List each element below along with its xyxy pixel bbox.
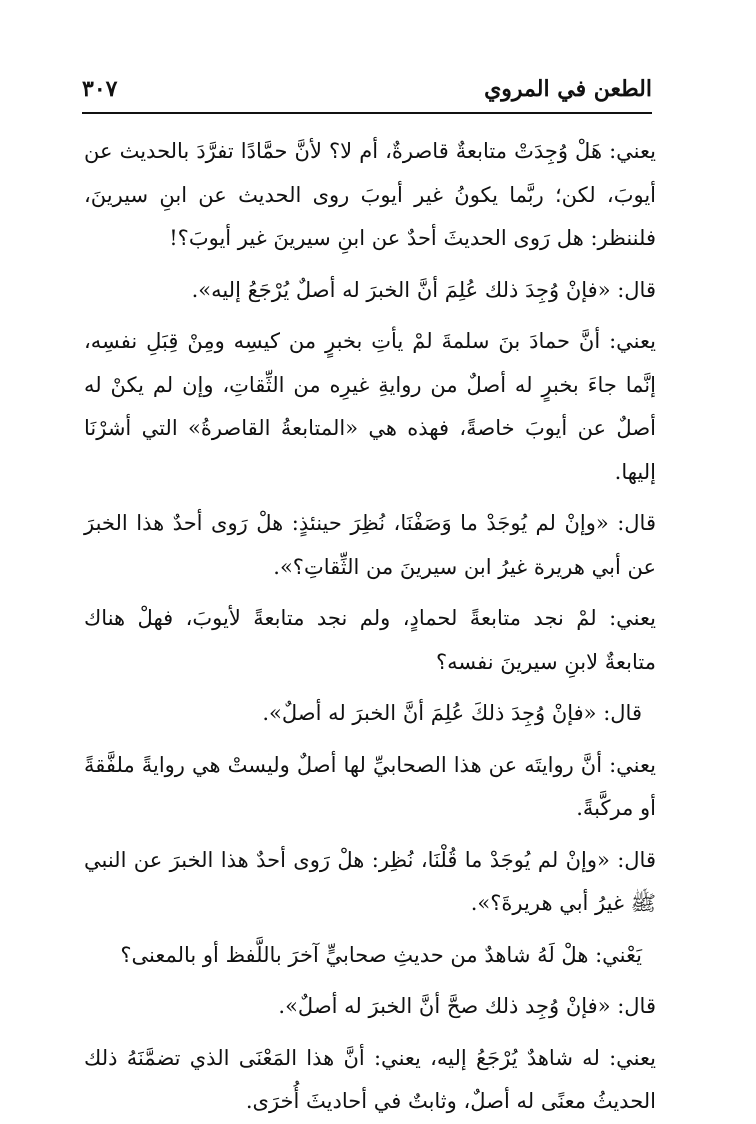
paragraph-text: لمْ نجد متابعةً لحمادٍ، ولم نجد متابعةً لأيوبَ، فهلْ هناك متابعةٌ لابنِ سيرينَ نفسه؟ — [84, 606, 656, 674]
speaker-label: يعني: — [609, 1045, 656, 1070]
paragraph-text: «وإنْ لم يُوجَدْ ما وَصَفْنَا، نُظِرَ حينئذٍ: هلْ رَوى أحدٌ هذا الخبرَ عن أبي هريرة غيرُ ابن سيرينَ من الثِّقاتِ؟». — [84, 511, 656, 579]
speaker-label: يعني: — [609, 606, 656, 630]
paragraph — [84, 692, 656, 736]
paragraph-text: «فإنْ وُجِد ذلك صحَّ أنَّ الخبرَ له أصلٌ». — [278, 994, 618, 1018]
paragraph-text: «فإنْ وُجِدَ ذلك عُلِمَ أنَّ الخبرَ له أصلٌ يُرْجَعُ إليه». — [191, 277, 618, 302]
paragraph — [84, 985, 656, 1029]
paragraph — [84, 269, 656, 313]
paragraph — [84, 934, 656, 978]
paragraph-text: هلْ لَهُ شاهدٌ من حديثِ صحابيٍّ آخرَ باللَّفظ أو بالمعنى؟ — [120, 942, 596, 967]
page-number: ٣٠٧ — [82, 76, 118, 102]
paragraph — [84, 130, 656, 261]
speaker-label: يعني: — [609, 139, 656, 163]
running-title: الطعن في المروي — [484, 76, 652, 102]
speaker-label: قال: — [603, 701, 642, 725]
speaker-label: قال: — [617, 847, 656, 872]
paragraph — [84, 597, 656, 684]
paragraph-text: هَلْ وُجِدَتْ متابعةٌ قاصرةٌ، أم لا؟ لأنَّ حمَّادًا تفرَّدَ بالحديث عن أيوبَ، لكن؛ ربَّما يكونُ غير أيوبَ روى الحديث عن ابنِ سيرينَ، فلننظر: هل رَوى الحديثَ أحدٌ عن ابنِ سيرينَ غير أيوبَ؟! — [84, 139, 656, 250]
paragraph — [84, 744, 656, 831]
speaker-label: يعني: — [609, 329, 656, 353]
paragraph — [84, 320, 656, 494]
paragraph-text: له شاهدٌ يُرْجَعُ إليه، يعني: أنَّ هذا المَعْنَى الذي تضمَّنَهُ ذلك الحديثُ معنًى له أصلٌ، وثابتٌ في أحاديثَ أُخرَى. — [84, 1045, 656, 1113]
paragraph — [84, 839, 656, 926]
paragraph-text: «وإنْ لم يُوجَدْ ما قُلْنَا، نُظِر: هلْ رَوى أحدٌ هذا الخبرَ عن النبي ﷺ غيرُ أبي هريرةَ؟». — [84, 847, 656, 915]
page-header — [82, 66, 652, 114]
speaker-label: يَعْني: — [595, 942, 642, 967]
paragraph — [84, 1037, 656, 1124]
paragraph-text: «فإنْ وُجِدَ ذلكَ عُلِمَ أنَّ الخبرَ له أصلٌ». — [262, 701, 604, 725]
speaker-label: يعني: — [609, 752, 656, 777]
page-body — [84, 130, 656, 1113]
paragraph — [84, 502, 656, 589]
paragraph-text: أنَّ روايتَه عن هذا الصحابيِّ لها أصلٌ وليستْ هي روايةً ملفَّقةً أو مركَّبةً. — [84, 752, 656, 820]
speaker-label: قال: — [617, 511, 656, 535]
paragraph-text: أنَّ حمادَ بنَ سلمةَ لمْ يأتِ بخبرٍ من كيسِه ومِنْ قِبَلِ نفسِه، إنَّما جاءَ بخبرٍ له أصلٌ من روايةِ غيرِه من الثِّقاتِ، وإن لم يكنْ له أصلٌ عن أيوبَ خاصةً، فهذه هي «المتابعةُ القاصرةُ» التي أشرْنَا إليها. — [84, 329, 656, 484]
speaker-label: قال: — [617, 277, 656, 302]
speaker-label: قال: — [617, 994, 656, 1018]
